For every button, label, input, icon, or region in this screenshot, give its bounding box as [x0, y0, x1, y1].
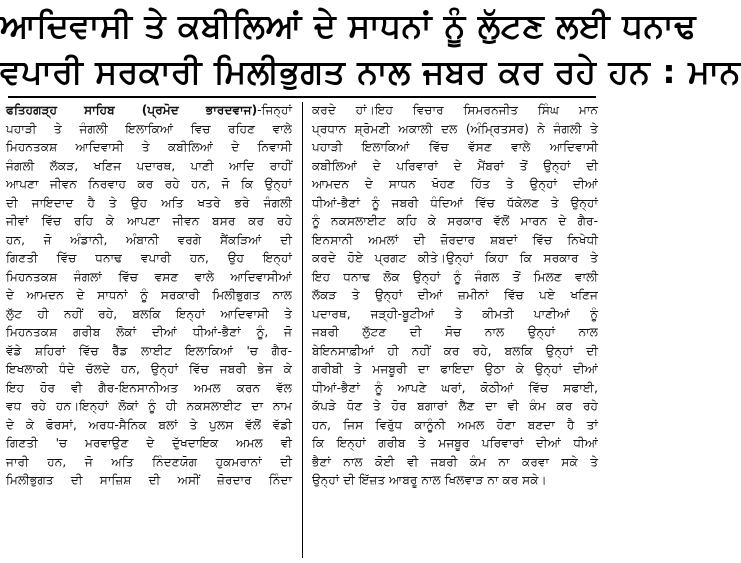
headline-line-2: ਵਪਾਰੀ ਸਰਕਾਰੀ ਮਿਲੀਭੁਗਤ ਨਾਲ ਜਬਰ ਕਰ ਰਹੇ ਹਨ : ਮਾਨ [0, 52, 741, 91]
article-line: ਇਖਲਾਕੀ ਧੰਦੇ ਚੱਲਦੇ ਹਨ, ਉਨ੍ਹਾਂ ਵਿੱਚ ਜਬਰੀ ਭੇਜ ਕੇ [6, 362, 292, 376]
article-line: ਭੈਣਾਂ ਨਾਲ ਕੋਈ ਵੀ ਜਬਰੀ ਕੰਮ ਨਾ ਕਰਵਾ ਸਕੇ ਤੇ [312, 454, 598, 469]
article-line: ਜਬਰੀ ਲੁੱਟਣ ਦੀ ਸੋਚ ਨਾਲ ਉਨ੍ਹਾਂ ਨਾਲ [312, 325, 598, 339]
article-line: ਦੇ ਆਮਦਨ ਦੇ ਸਾਧਨਾਂ ਨੂੰ ਸਰਕਾਰੀ ਮਿਲੀਭੁਗਤ ਨਾਲ [6, 288, 292, 302]
article-line: ਪਦਾਰਥ, ਜੜ੍ਹੀ-ਬੂਟੀਆਂ ਤੇ ਕੀਮਤੀ ਪਾਣੀਆਂ ਨੂੰ [312, 306, 598, 321]
byline: ਫਤਿਹਗੜ੍ਹ ਸਾਹਿਬ (ਪ੍ਰਮੋਦ ਭਾਰਦਵਾਜ) [6, 103, 258, 117]
article-line: ਧੀਆਂ-ਭੈਣਾਂ ਨੂੰ ਜਬਰੀ ਧੰਦਿਆਂ ਵਿੱਚ ਧੱਕੇਲਣ ਤੇ ਉਨ੍ਹਾਂ [312, 195, 598, 210]
headline-rule [8, 96, 596, 98]
article-line: ਕੱਪੜੇ ਧੋਣ ਤੇ ਹੋਰ ਬਗਾਰਾਂ ਲੈਣ ਦਾ ਵੀ ਕੰਮ ਕਰ ਰਹੇ [312, 399, 598, 413]
article-line: ਗਿਣਤੀ 'ਚ ਮਰਵਾਉਣ ਦੇ ਦੁੱਖਦਾਇਕ ਅਮਲ ਵੀ [6, 436, 292, 450]
article-line: ਲੱਕੜ ਤੇ ਉਨ੍ਹਾਂ ਦੀਆਂ ਜ਼ਮੀਨਾਂ ਵਿੱਚ ਪਏ ਖਣਿਜ [312, 288, 598, 302]
article-line: ਮਿਹਨਤਕਸ਼ ਆਦਿਵਾਸੀ ਤੇ ਕਬੀਲਿਆਂ ਦੇ ਨਿਵਾਸੀ [6, 140, 292, 154]
article-line [6, 101, 292, 120]
article-line: ਬੇਇਨਸਾਫ਼ੀਆਂ ਹੀ ਨਹੀਂ ਕਰ ਰਹੇ, ਬਲਕਿ ਉਨ੍ਹਾਂ ਦੀ [312, 343, 598, 358]
article-line: ਮਿਲੀਭੁਗਤ ਦੀ ਸਾਜ਼ਿਸ਼ ਦੀ ਅਸੀਂ ਜ਼ੋਰਦਾਰ ਨਿੰਦਾ [6, 473, 292, 487]
article-line: ਦੀ ਜਾਇਦਾਦ ਹੈ ਤੇ ਉਹ ਅਤਿ ਖਤਰੇ ਭਰੇ ਜੰਗਲੀ [6, 195, 292, 210]
article-line: ਪਹਾੜੀ ਤੇ ਜੰਗਲੀ ਇਲਾਕਿਆਂ ਵਿਚ ਰਹਿਣ ਵਾਲੇ [6, 121, 292, 136]
article-line: ਪਹਾੜੀ ਇਲਾਕਿਆਂ ਵਿੱਚ ਵੱਸਣ ਵਾਲੇ ਆਦਿਵਾਸੀ [312, 140, 598, 154]
article-line: ਹਨ, ਜੋ ਅੰਡਾਨੀ, ਅੰਬਾਨੀ ਵਰਗੇ ਸੈਂਕੜਿਆਂ ਦੀ [6, 232, 292, 247]
article-line: ਗਿਣਤੀ ਵਿੱਚ ਧਨਾਢ ਵਪਾਰੀ ਹਨ, ਉਹ ਇਨ੍ਹਾਂ [6, 251, 292, 265]
article-line: ਮਿਹਨਤਕਸ਼ ਗਰੀਬ ਲੋਕਾਂ ਦੀਆਂ ਧੀਆਂ-ਭੈਣਾਂ ਨੂੰ, ਜੋ [6, 325, 292, 339]
article-line: ਗਰੀਬੀ ਤੇ ਮਜਬੂਰੀ ਦਾ ਫਾਇਦਾ ਉਠਾ ਕੇ ਉਨ੍ਹਾਂ ਦੀਆਂ [312, 362, 598, 376]
column-divider [302, 102, 303, 558]
article-line: ਪ੍ਰਧਾਨ ਸ਼੍ਰੋਮਣੀ ਅਕਾਲੀ ਦਲ (ਅੰਮ੍ਰਿਤਸਰ) ਨੇ ਜੰਗਲੀ ਤੇ [312, 121, 598, 136]
article-line: ਲੁੱਟ ਹੀ ਨਹੀਂ ਰਹੇ, ਬਲਕਿ ਇਨ੍ਹਾਂ ਆਦਿਵਾਸੀ ਤੇ [6, 306, 292, 321]
article-line: ਵੱਡੇ ਸ਼ਹਿਰਾਂ ਵਿੱਚ ਰੈੱਡ ਲਾਈਟ ਇਲਾਕਿਆਂ 'ਚ ਗੈਰ- [6, 343, 292, 358]
article-column-right [312, 101, 598, 490]
article-line: ਵਧ ਰਹੇ ਹਨ।ਇਨ੍ਹਾਂ ਲੋਕਾਂ ਨੂੰ ਹੀ ਨਕਸਲਾਈਟ ਦਾ ਨਾਮ [6, 399, 292, 413]
article-line: ਆਪਣਾ ਜੀਵਨ ਨਿਰਵਾਹ ਕਰ ਰਹੇ ਹਨ, ਜੋ ਕਿ ਉਨ੍ਹਾਂ [6, 177, 292, 191]
article-text: -ਜਿਨ੍ਹਾਂ [257, 103, 292, 117]
article-line: ਕਰਦੇ ਹਾਂ।ਇਹ ਵਿਚਾਰ ਸਿਮਰਨਜੀਤ ਸਿੰਘ ਮਾਨ [312, 103, 598, 117]
article-line: ਕਰਦੇ ਹੋਏ ਪ੍ਰਗਟ ਕੀਤੇ।ਉਨ੍ਹਾਂ ਕਿਹਾ ਕਿ ਸਰਕਾਰ ਤੇ [312, 251, 598, 265]
article-line: ਦੇ ਕੇ ਫੋਰਸਾਂ, ਅਰਧ-ਸੈਨਿਕ ਬਲਾਂ ਤੇ ਪੁਲਸ ਵੱਲੋਂ ਵੱਡੀ [6, 417, 292, 432]
article-line: ਨੂੰ ਨਕਸਲਾਈਟ ਕਹਿ ਕੇ ਸਰਕਾਰ ਵੱਲੋਂ ਮਾਰਨ ਦੇ ਗੈਰ- [312, 214, 598, 228]
article-line: ਇਨਸਾਨੀ ਅਮਲਾਂ ਦੀ ਜ਼ੋਰਦਾਰ ਸ਼ਬਦਾਂ ਵਿੱਚ ਨਿਖੇਧੀ [312, 232, 598, 247]
article-line: ਆਮਦਨ ਦੇ ਸਾਧਨ ਖੋਹਣ ਹਿੱਤ ਤੇ ਉਨ੍ਹਾਂ ਦੀਆਂ [312, 177, 598, 191]
article-line: ਹਨ, ਜਿਸ ਵਿਰੁੱਧ ਕਾਨੂੰਨੀ ਅਮਲ ਹੋਣਾ ਬਣਦਾ ਹੈ ਤਾਂ [312, 417, 598, 432]
article-line: ਕਬੀਲਿਆਂ ਦੇ ਪਰਿਵਾਰਾਂ ਦੇ ਮੈਂਬਰਾਂ ਤੋਂ ਉਨ੍ਹਾਂ ਦੀ [312, 158, 598, 173]
article-column-left [6, 101, 292, 490]
article-line: ਜੀਵਾਂ ਵਿੱਚ ਰਹਿ ਕੇ ਆਪਣਾ ਜੀਵਨ ਬਸਰ ਕਰ ਰਹੇ [6, 214, 292, 228]
article-line: ਜਾਰੀ ਹਨ, ਜੋ ਅਤਿ ਨਿੰਦਣਯੋਗ ਹੁਕਮਰਾਨਾਂ ਦੀ [6, 454, 292, 469]
article-line: ਧੀਆਂ-ਭੈਣਾਂ ਨੂੰ ਆਪਣੇ ਘਰਾਂ, ਕੋਠੀਆਂ ਵਿੱਚ ਸਫਾਈ, [312, 380, 598, 395]
article-line: ਜੰਗਲੀ ਲੱਕੜ, ਖਣਿਜ ਪਦਾਰਥ, ਪਾਣੀ ਆਦਿ ਰਾਹੀਂ [6, 158, 292, 173]
article-line: ਇਹ ਧਨਾਢ ਲੋਕ ਉਨ੍ਹਾਂ ਨੂੰ ਜੰਗਲ ਤੋਂ ਮਿਲਣ ਵਾਲੀ [312, 269, 598, 284]
article-line: ਮਿਹਨਤਕਸ਼ ਜੰਗਲਾਂ ਵਿੱਚ ਵਸਣ ਵਾਲੇ ਆਦਿਵਾਸੀਆਂ [6, 269, 292, 284]
article-line: ਉਨ੍ਹਾਂ ਦੀ ਇੱਜ਼ਤ ਆਬਰੂ ਨਾਲ ਖਿਲਵਾੜ ਨਾ ਕਰ ਸਕੇ। [312, 473, 547, 487]
headline-line-1: ਆਦਿਵਾਸੀ ਤੇ ਕਬੀਲਿਆਂ ਦੇ ਸਾਧਨਾਂ ਨੂੰ ਲੁੱਟਣ ਲਈ ਧਨਾਢ [0, 6, 697, 45]
article-line: ਕਿ ਇਨ੍ਹਾਂ ਗਰੀਬ ਤੇ ਮਜਬੂਰ ਪਰਿਵਾਰਾਂ ਦੀਆਂ ਧੀਆਂ [312, 436, 598, 450]
article-line: ਇਹ ਹੋਰ ਵੀ ਗੈਰ-ਇਨਸਾਨੀਅਤ ਅਮਲ ਕਰਨ ਵੱਲ [6, 380, 292, 395]
